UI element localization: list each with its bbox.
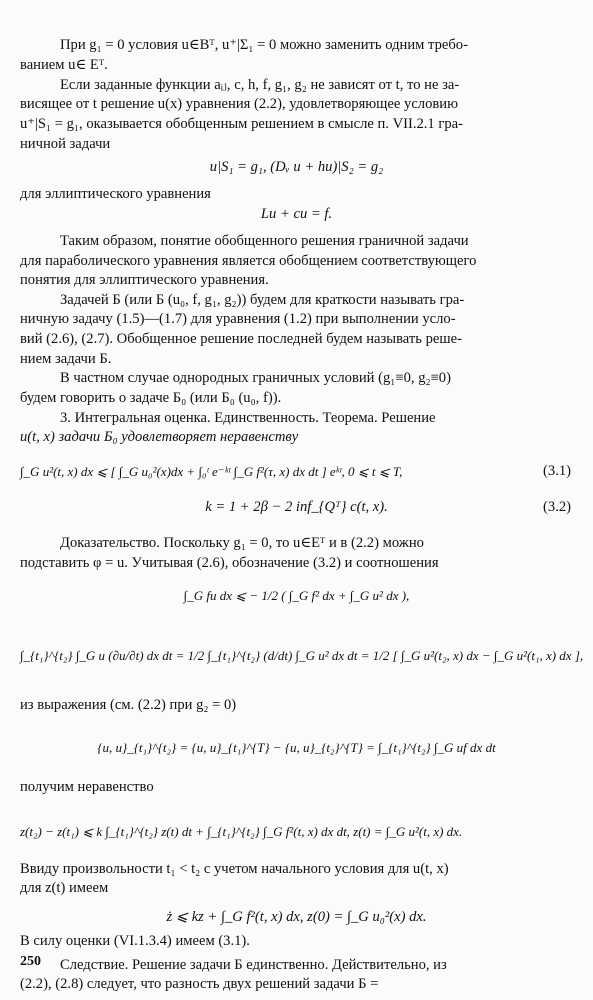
- text-line: ничную задачу (1.5)—(1.7) для уравнения (1.2) при выполнении усло-: [20, 311, 456, 327]
- formula: ∫_G fu dx ⩽ − 1/2 ( ∫_G f² dx + ∫_G u² dx ),: [183, 588, 410, 603]
- page-number: 250: [20, 954, 41, 969]
- formula: Lu + cu = f.: [260, 206, 333, 222]
- text-line: В частном случае однородных граничных условий (g₁≡0, g₂≡0): [60, 370, 451, 386]
- text-line: будем говорить о задаче Б₀ (или Б₀ (u₀, f)).: [20, 390, 282, 406]
- text-line: Ввиду произвольности t₁ < t₂ с учетом начального условия для u(t, x): [20, 861, 449, 877]
- text-line: получим неравенство: [20, 779, 154, 795]
- text-line: Таким образом, понятие обобщенного решения граничной задачи: [60, 233, 469, 249]
- text-line: ванием u∈ Eᵀ.: [20, 57, 108, 73]
- formula: ∫_{t₁}^{t₂} ∫_G u (∂u/∂t) dx dt = 1/2 ∫_{t₁}^{t₂} (d/dt) ∫_G u² dx dt = 1/2 [ ∫_G u²(t₂, x) dx − ∫_G u²(t₁, x) dx ],: [20, 648, 584, 663]
- text-line: понятия для эллиптического уравнения.: [20, 272, 269, 288]
- equation-number: (3.2): [543, 499, 571, 515]
- text-line: u(t, x) задачи Б₀ удовлетворяет неравенству: [20, 429, 299, 445]
- text-line: u⁺|S₁ = g₁, оказывается обобщенным решением в смысле п. VII.2.1 гра-: [20, 116, 463, 132]
- equation-3-2: k = 1 + 2β − 2 inf_{Qᵀ} c(t, x).: [205, 499, 388, 515]
- text-line: При g₁ = 0 условия u∈Bᵀ, u⁺|Σ₁ = 0 можно заменить одним требо-: [60, 37, 468, 53]
- text-line: вий (2.6), (2.7). Обобщенное решение последней будем называть реше-: [20, 331, 462, 347]
- text-line: Задачей Б (или Б (u₀, f, g₁, g₂)) будем для краткости называть гра-: [60, 292, 465, 308]
- text-line: для z(t) имеем: [20, 880, 109, 896]
- text-line: В силу оценки (VI.1.3.4) имеем (3.1).: [20, 933, 250, 949]
- text-line: Если заданные функции aᵢⱼ, c, h, f, g₁, g₂ не зависят от t, то не за-: [60, 77, 460, 93]
- text-line: (2.2), (2.8) следует, что разность двух решений задачи Б =: [20, 976, 379, 992]
- formula: ż ⩽ kz + ∫_G f²(t, x) dx, z(0) = ∫_G u₀²(x) dx.: [166, 909, 427, 925]
- text-line: ничной задачи: [20, 136, 111, 152]
- text-line: подставить φ = u. Учитывая (2.6), обозначение (3.2) и соотношения: [20, 555, 439, 571]
- text-line: Доказательство. Поскольку g₁ = 0, то u∈Eᵀ и в (2.2) можно: [60, 535, 424, 551]
- formula: z(t₂) − z(t₁) ⩽ k ∫_{t₁}^{t₂} z(t) dt + ∫_{t₁}^{t₂} ∫_G f²(t, x) dx dt, z(t) = ∫_G u²(t, x) dx.: [20, 824, 463, 839]
- text-line: для параболического уравнения является обобщением соответствующего: [20, 253, 477, 269]
- text-line: висящее от t решение u(x) уравнения (2.2), удовлетворяющее условию: [20, 96, 458, 112]
- formula: u|S₁ = g₁, (Dᵥ u + hu)|S₂ = g₂: [209, 159, 384, 175]
- equation-3-1: ∫_G u²(t, x) dx ⩽ [ ∫_G u₀²(x)dx + ∫₀ᵗ e⁻ᵏᵗ ∫_G f²(τ, x) dx dt ] eᵏᵗ, 0 ⩽ t ⩽ T,: [20, 464, 403, 479]
- text-line: Следствие. Решение задачи Б единственно. Действительно, из: [60, 957, 447, 973]
- text-line: из выражения (см. (2.2) при g₂ = 0): [20, 697, 237, 713]
- equation-number: (3.1): [543, 463, 571, 479]
- text-line: для эллиптического уравнения: [20, 186, 211, 202]
- section-heading: 3. Интегральная оценка. Единственность. Теорема. Решение: [60, 410, 436, 426]
- formula: {u, u}_{t₁}^{t₂} = {u, u}_{t₁}^{T} − {u, u}_{t₂}^{T} = ∫_{t₁}^{t₂} ∫_G uf dx dt: [97, 740, 496, 755]
- text-line: нием задачи Б.: [20, 351, 112, 367]
